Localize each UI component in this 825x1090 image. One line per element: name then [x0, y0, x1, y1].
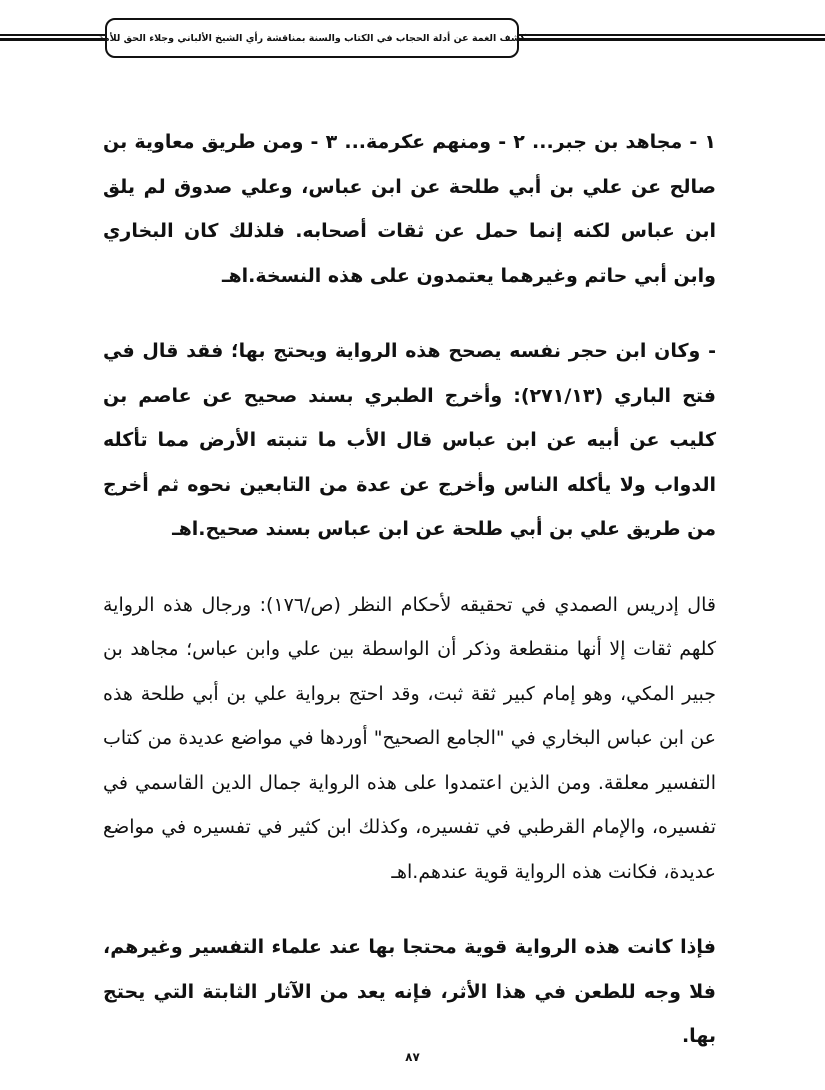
running-header-title: كشف الغمة عن أدلة الحجاب في الكتاب والسنة بمناقشة رأي الشيخ الألباني وجلاء الحق للأمة — [97, 32, 527, 44]
page-number: ٨٧ — [405, 1050, 420, 1064]
paragraph-3: قال إدريس الصمدي في تحقيقه لأحكام النظر (ص/١٧٦): ورجال هذه الرواية كلهم ثقات إلا أنها منقطعة وذكر أن الواسطة بين علي وابن عباس؛ مجاهد بن جبير المكي، وهو إمام كبير ثقة ثبت، وقد احتج برواية علي بن أبي طلحة هذه عن ابن عباس البخاري في "الجامع الصحيح" أوردها في مواضع عديدة من كتاب التفسير معلقة. ومن الذين اعتمدوا على هذه الرواية جمال الدين القاسمي في تفسيره، والإمام القرطبي في تفسيره، وكذلك ابن كثير في تفسيره في مواضع عديدة، فكانت هذه الرواية قوية عندهم.اهـ — [103, 593, 716, 883]
paragraph-2: - وكان ابن حجر نفسه يصحح هذه الرواية ويحتج بها؛ فقد قال في فتح الباري (٢٧١/١٣): وأخرج الطبري بسند صحيح عن عاصم بن كليب عن أبيه عن ابن عباس قال الأب ما تنبته الأرض مما تأكله الدواب ولا يأكله الناس وأخرج عن عدة من التابعين نحوه ثم أخرج من طريق علي بن أبي طلحة عن ابن عباس بسند صحيح.اهـ — [103, 340, 716, 540]
paragraph-4: فإذا كانت هذه الرواية قوية محتجا بها عند علماء التفسير وغيرهم، فلا وجه للطعن في هذا الأثر، فإنه يعد من الآثار الثابتة التي يحتج بها. — [103, 936, 716, 1047]
paragraph-1: ١ - مجاهد بن جبر... ٢ - ومنهم عكرمة... ٣ - ومن طريق معاوية بن صالح عن علي بن أبي طلحة عن ابن عباس، وعلي صدوق لم يلق ابن عباس لكنه إنما حمل عن ثقات أصحابه. فلذلك كان البخاري وابن أبي حاتم وغيرهما يعتمدون على هذه النسخة.اهـ — [103, 131, 717, 287]
page-body — [103, 120, 716, 1090]
running-header — [97, 18, 527, 58]
